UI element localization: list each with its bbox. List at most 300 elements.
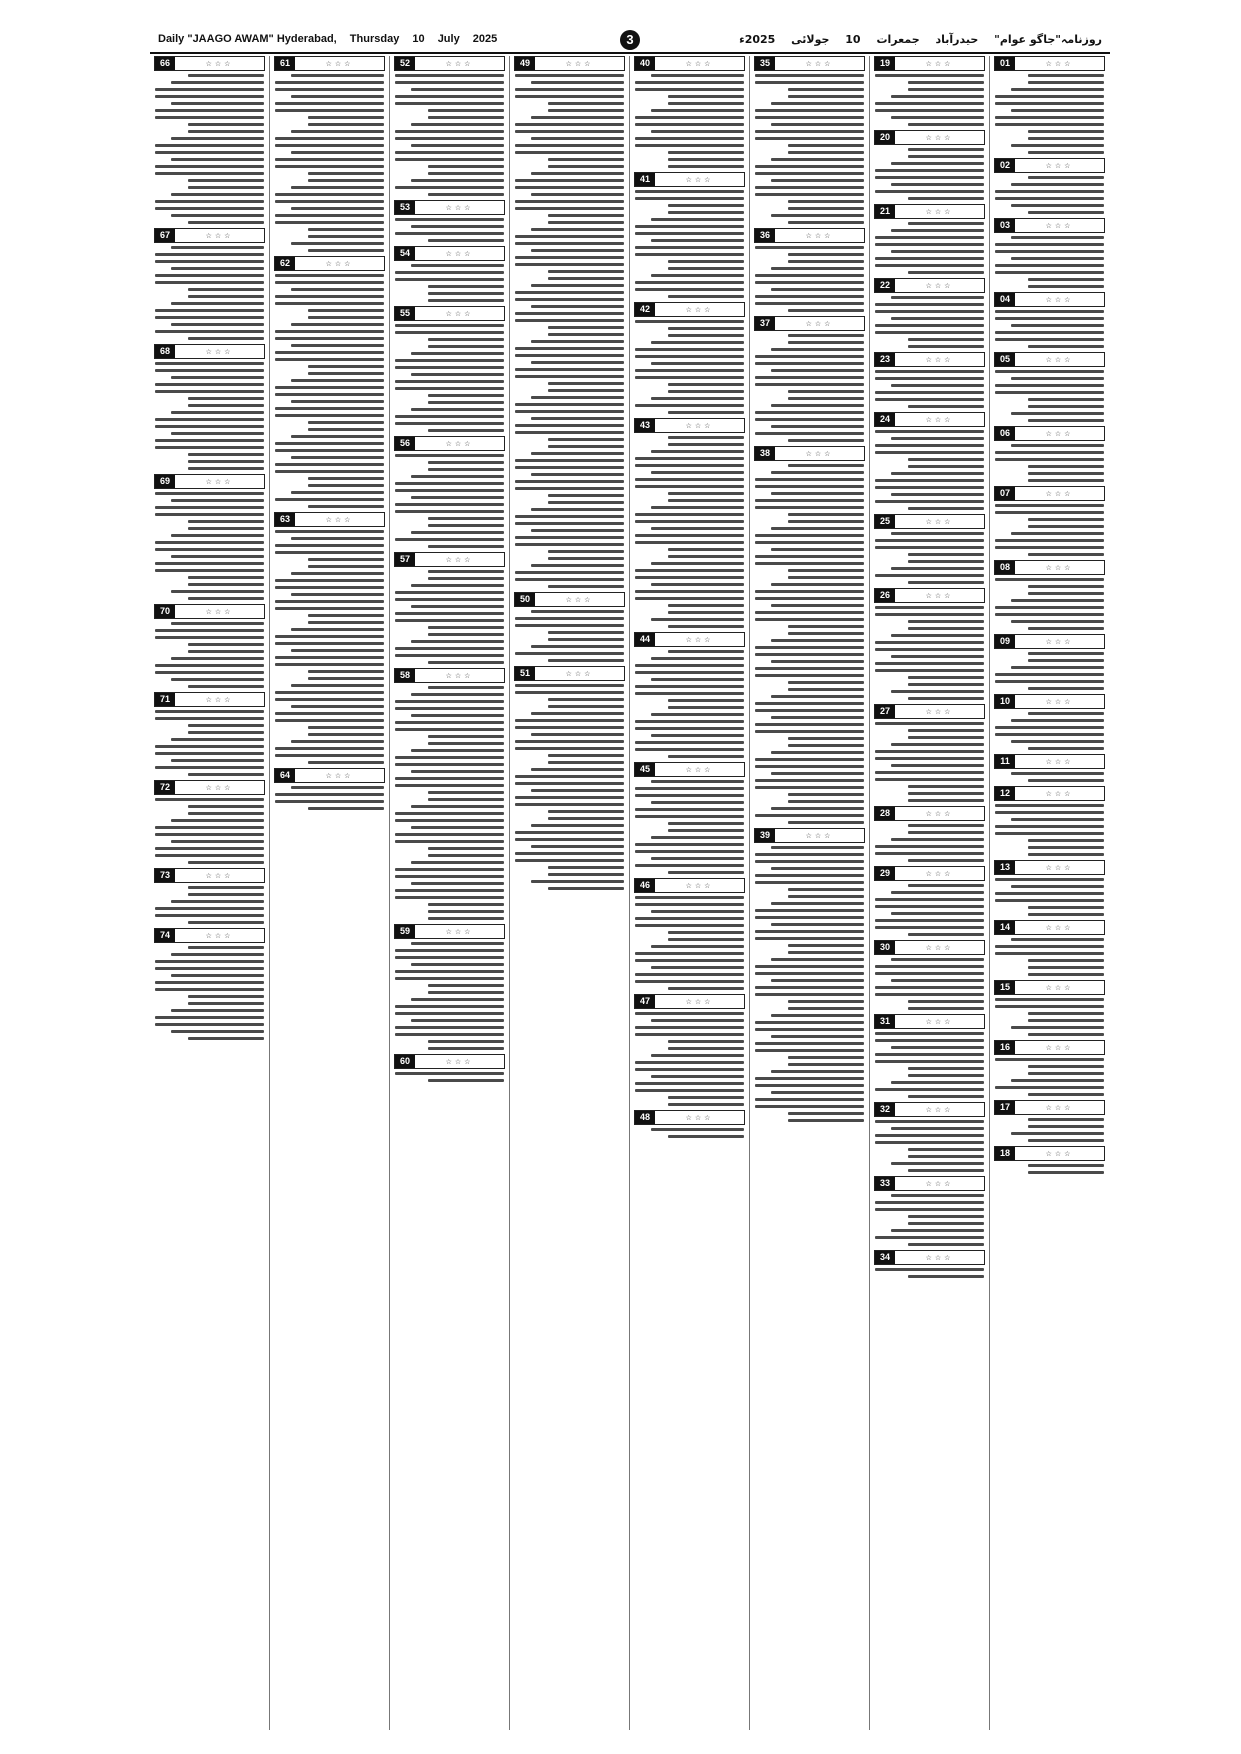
text-line xyxy=(548,102,624,105)
text-line xyxy=(171,900,264,903)
text-line xyxy=(1028,712,1104,715)
text-line xyxy=(875,236,984,239)
text-line xyxy=(875,993,984,996)
text-line xyxy=(875,1236,984,1239)
news-item-header xyxy=(394,1054,505,1069)
text-line xyxy=(1011,620,1104,623)
text-line xyxy=(788,144,864,147)
urdu-city: حیدرآباد xyxy=(935,33,979,46)
text-line xyxy=(891,183,984,186)
text-line xyxy=(188,130,264,133)
text-line xyxy=(755,295,864,298)
news-column xyxy=(750,56,870,1730)
text-line xyxy=(428,394,504,397)
text-line xyxy=(308,621,384,624)
text-line xyxy=(771,179,864,182)
year: 2025 xyxy=(472,33,498,45)
text-line xyxy=(635,404,744,407)
text-line xyxy=(411,179,504,182)
text-line xyxy=(515,782,624,785)
news-columns xyxy=(150,56,1110,1730)
news-item-body xyxy=(874,722,985,802)
news-item-header xyxy=(754,228,865,243)
star-icons: ☆☆☆ xyxy=(205,871,234,880)
text-line xyxy=(755,611,864,614)
text-line xyxy=(275,158,384,161)
text-line xyxy=(635,808,744,811)
star-icons: ☆☆☆ xyxy=(205,931,234,940)
star-icons: ☆☆☆ xyxy=(445,249,474,258)
text-line xyxy=(875,430,984,433)
text-line xyxy=(1028,1065,1104,1068)
text-line xyxy=(531,564,624,567)
text-line xyxy=(411,144,504,147)
text-line xyxy=(515,522,624,525)
text-line xyxy=(668,158,744,161)
text-line xyxy=(531,824,624,827)
text-line xyxy=(515,242,624,245)
text-line xyxy=(515,459,624,462)
news-item-number: 63 xyxy=(275,513,295,526)
text-line xyxy=(395,130,504,133)
text-line xyxy=(788,207,864,210)
star-icons: ☆☆☆ xyxy=(205,477,234,486)
news-item xyxy=(634,878,745,990)
text-line xyxy=(395,538,504,541)
text-line xyxy=(668,755,744,758)
text-line xyxy=(771,527,864,530)
text-line xyxy=(635,137,744,140)
text-line xyxy=(891,1046,984,1049)
text-line xyxy=(515,480,624,483)
text-line xyxy=(635,576,744,579)
text-line xyxy=(411,496,504,499)
text-line xyxy=(275,754,384,757)
text-line xyxy=(155,1016,264,1019)
text-line xyxy=(291,786,384,789)
news-item-body xyxy=(394,942,505,1050)
text-line xyxy=(771,902,864,905)
text-line xyxy=(155,172,264,175)
text-line xyxy=(395,784,504,787)
news-item-header xyxy=(634,994,745,1009)
text-line xyxy=(531,417,624,420)
text-line xyxy=(188,221,264,224)
text-line xyxy=(395,977,504,980)
text-line xyxy=(171,267,264,270)
text-line xyxy=(668,931,744,934)
text-line xyxy=(668,165,744,168)
text-line xyxy=(548,638,624,641)
urdu-year: 2025ء xyxy=(739,33,776,46)
text-line xyxy=(531,508,624,511)
text-line xyxy=(155,907,264,910)
text-line xyxy=(1028,846,1104,849)
text-line xyxy=(755,814,864,817)
text-line xyxy=(515,123,624,126)
text-line xyxy=(515,179,624,182)
text-line xyxy=(531,116,624,119)
news-item-body xyxy=(634,896,745,990)
news-item-header xyxy=(994,1100,1105,1115)
text-line xyxy=(291,684,384,687)
text-line xyxy=(788,439,864,442)
news-item-number: 25 xyxy=(875,515,895,528)
text-line xyxy=(788,793,864,796)
text-line xyxy=(668,938,744,941)
text-line xyxy=(908,627,984,630)
text-line xyxy=(635,787,744,790)
text-line xyxy=(291,74,384,77)
star-icons: ☆☆☆ xyxy=(805,831,834,840)
text-line xyxy=(651,945,744,948)
text-line xyxy=(1028,627,1104,630)
text-line xyxy=(411,861,504,864)
text-line xyxy=(755,618,864,621)
news-item-header xyxy=(634,878,745,893)
text-line xyxy=(788,744,864,747)
text-line xyxy=(771,958,864,961)
text-line xyxy=(755,478,864,481)
text-line xyxy=(428,686,504,689)
news-item-header xyxy=(754,316,865,331)
news-item-body xyxy=(394,1072,505,1082)
text-line xyxy=(651,130,744,133)
star-icons: ☆☆☆ xyxy=(1045,637,1074,646)
news-item-header xyxy=(994,352,1105,367)
news-item xyxy=(754,228,865,312)
text-line xyxy=(428,165,504,168)
news-item xyxy=(754,56,865,224)
text-line xyxy=(771,123,864,126)
text-line xyxy=(395,186,504,189)
text-line xyxy=(771,639,864,642)
text-line xyxy=(308,807,384,810)
text-line xyxy=(755,723,864,726)
star-icons: ☆☆☆ xyxy=(445,59,474,68)
news-item-body xyxy=(874,958,985,1010)
text-line xyxy=(1028,553,1104,556)
news-item xyxy=(994,920,1105,976)
text-line xyxy=(875,1268,984,1271)
text-line xyxy=(155,798,264,801)
text-line xyxy=(308,428,384,431)
masthead-english xyxy=(158,33,507,45)
text-line xyxy=(515,291,624,294)
text-line xyxy=(155,847,264,850)
news-item-body xyxy=(274,786,385,810)
news-item-number: 58 xyxy=(395,669,415,682)
text-line xyxy=(788,390,864,393)
text-line xyxy=(995,832,1104,835)
text-line xyxy=(755,362,864,365)
text-line xyxy=(995,878,1104,881)
text-line xyxy=(395,812,504,815)
text-line xyxy=(755,786,864,789)
star-icons: ☆☆☆ xyxy=(1045,1149,1074,1158)
news-item-body xyxy=(154,492,265,600)
text-line xyxy=(1011,532,1104,535)
text-line xyxy=(395,949,504,952)
text-line xyxy=(411,225,504,228)
text-line xyxy=(1028,839,1104,842)
text-line xyxy=(291,344,384,347)
text-line xyxy=(755,165,864,168)
text-line xyxy=(411,826,504,829)
text-line xyxy=(755,485,864,488)
news-item-header xyxy=(994,292,1105,307)
text-line xyxy=(275,635,384,638)
text-line xyxy=(275,144,384,147)
news-item-header xyxy=(394,56,505,71)
star-icons: ☆☆☆ xyxy=(1045,59,1074,68)
text-line xyxy=(548,165,624,168)
news-item-number: 38 xyxy=(755,447,775,460)
text-line xyxy=(788,200,864,203)
text-line xyxy=(515,186,624,189)
text-line xyxy=(291,288,384,291)
text-line xyxy=(908,1074,984,1077)
text-line xyxy=(188,650,264,653)
text-line xyxy=(875,662,984,665)
text-line xyxy=(635,850,744,853)
text-line xyxy=(1028,687,1104,690)
news-item-number: 62 xyxy=(275,257,295,270)
text-line xyxy=(875,778,984,781)
text-line xyxy=(788,895,864,898)
text-line xyxy=(995,102,1104,105)
star-icons: ☆☆☆ xyxy=(1045,697,1074,706)
text-line xyxy=(635,116,744,119)
news-item-number: 31 xyxy=(875,1015,895,1028)
text-line xyxy=(635,534,744,537)
news-item-body xyxy=(994,1118,1105,1142)
news-item-body xyxy=(394,74,505,196)
text-line xyxy=(635,355,744,358)
news-item-header xyxy=(154,56,265,71)
text-line xyxy=(308,670,384,673)
text-line xyxy=(155,745,264,748)
text-line xyxy=(668,390,744,393)
text-line xyxy=(788,1056,864,1059)
text-line xyxy=(995,673,1104,676)
text-line xyxy=(771,548,864,551)
text-line xyxy=(411,805,504,808)
text-line xyxy=(291,435,384,438)
text-line xyxy=(891,634,984,637)
news-item-number: 05 xyxy=(995,353,1015,366)
text-line xyxy=(155,960,264,963)
text-line xyxy=(668,436,744,439)
text-line xyxy=(771,583,864,586)
text-line xyxy=(635,485,744,488)
text-line xyxy=(531,396,624,399)
news-column xyxy=(630,56,750,1730)
text-line xyxy=(635,478,744,481)
text-line xyxy=(411,531,504,534)
text-line xyxy=(171,137,264,140)
text-line xyxy=(395,868,504,871)
text-line xyxy=(875,1032,984,1035)
urdu-paper-name: روزنامہ"جاگو عوام" xyxy=(994,33,1102,46)
star-icons: ☆☆☆ xyxy=(925,1179,954,1188)
text-line xyxy=(1028,973,1104,976)
text-line xyxy=(308,733,384,736)
text-line xyxy=(188,179,264,182)
text-line xyxy=(771,288,864,291)
text-line xyxy=(1011,885,1104,888)
news-item-number: 59 xyxy=(395,925,415,938)
text-line xyxy=(1011,324,1104,327)
star-icons: ☆☆☆ xyxy=(805,319,834,328)
text-line xyxy=(755,874,864,877)
news-column xyxy=(990,56,1109,1730)
text-line xyxy=(291,593,384,596)
text-line xyxy=(275,414,384,417)
news-item-header xyxy=(154,228,265,243)
news-item xyxy=(994,980,1105,1036)
text-line xyxy=(171,678,264,681)
news-item-body xyxy=(274,274,385,508)
news-item xyxy=(874,1102,985,1172)
text-line xyxy=(995,546,1104,549)
text-line xyxy=(275,109,384,112)
text-line xyxy=(531,172,624,175)
text-line xyxy=(635,980,744,983)
text-line xyxy=(651,857,744,860)
text-line xyxy=(1028,747,1104,750)
text-line xyxy=(531,361,624,364)
text-line xyxy=(1028,1072,1104,1075)
text-line xyxy=(188,805,264,808)
news-item-header xyxy=(874,56,985,71)
text-line xyxy=(171,376,264,379)
star-icons: ☆☆☆ xyxy=(205,695,234,704)
text-line xyxy=(1011,938,1104,941)
text-line xyxy=(171,193,264,196)
news-item-header xyxy=(514,592,625,607)
text-line xyxy=(171,738,264,741)
text-line xyxy=(995,613,1104,616)
news-item xyxy=(994,292,1105,348)
news-item-header xyxy=(634,302,745,317)
text-line xyxy=(771,1035,864,1038)
news-item-header xyxy=(634,1110,745,1125)
text-line xyxy=(635,464,744,467)
text-line xyxy=(155,88,264,91)
text-line xyxy=(875,648,984,651)
news-item-body xyxy=(874,1120,985,1172)
news-item-header xyxy=(994,486,1105,501)
text-line xyxy=(755,186,864,189)
text-line xyxy=(275,442,384,445)
text-line xyxy=(515,347,624,350)
text-line xyxy=(548,705,624,708)
star-icons: ☆☆☆ xyxy=(1045,757,1074,766)
text-line xyxy=(395,777,504,780)
text-line xyxy=(548,214,624,217)
text-line xyxy=(771,716,864,719)
text-line xyxy=(411,408,504,411)
star-icons: ☆☆☆ xyxy=(925,133,954,142)
text-line xyxy=(788,1063,864,1066)
news-item-header xyxy=(514,666,625,681)
text-line xyxy=(875,972,984,975)
text-line xyxy=(515,571,624,574)
text-line xyxy=(755,993,864,996)
text-line xyxy=(531,712,624,715)
text-line xyxy=(275,200,384,203)
star-icons: ☆☆☆ xyxy=(1045,429,1074,438)
news-item xyxy=(514,592,625,662)
text-line xyxy=(875,965,984,968)
news-column xyxy=(510,56,630,1730)
text-line xyxy=(515,88,624,91)
news-item-number: 33 xyxy=(875,1177,895,1190)
news-item-body xyxy=(874,1268,985,1278)
text-line xyxy=(755,1049,864,1052)
text-line xyxy=(668,211,744,214)
text-line xyxy=(755,937,864,940)
text-line xyxy=(395,1005,504,1008)
text-line xyxy=(891,1194,984,1197)
text-line xyxy=(875,1088,984,1091)
text-line xyxy=(428,429,504,432)
text-line xyxy=(1028,465,1104,468)
text-line xyxy=(788,944,864,947)
star-icons: ☆☆☆ xyxy=(445,203,474,212)
news-item xyxy=(394,306,505,432)
text-line xyxy=(155,629,264,632)
text-line xyxy=(1011,412,1104,415)
text-line xyxy=(188,74,264,77)
text-line xyxy=(308,316,384,319)
text-line xyxy=(908,859,984,862)
text-line xyxy=(171,102,264,105)
text-line xyxy=(395,763,504,766)
news-item-number: 27 xyxy=(875,705,895,718)
text-line xyxy=(1028,1019,1104,1022)
news-item-number: 53 xyxy=(395,201,415,214)
text-line xyxy=(788,95,864,98)
text-line xyxy=(171,158,264,161)
text-line xyxy=(771,471,864,474)
text-line xyxy=(515,487,624,490)
text-line xyxy=(155,1023,264,1026)
text-line xyxy=(155,636,264,639)
news-item-header xyxy=(274,56,385,71)
text-line xyxy=(875,109,984,112)
news-item-number: 41 xyxy=(635,173,655,186)
text-line xyxy=(291,491,384,494)
news-item-header xyxy=(994,920,1105,935)
news-item-header xyxy=(634,762,745,777)
text-line xyxy=(548,389,624,392)
star-icons: ☆☆☆ xyxy=(925,355,954,364)
text-line xyxy=(188,995,264,998)
text-line xyxy=(171,953,264,956)
text-line xyxy=(275,102,384,105)
text-line xyxy=(788,632,864,635)
text-line xyxy=(788,334,864,337)
text-line xyxy=(908,1243,984,1246)
news-item-header xyxy=(394,924,505,939)
text-line xyxy=(155,383,264,386)
text-line xyxy=(995,504,1104,507)
text-line xyxy=(428,299,504,302)
text-line xyxy=(531,137,624,140)
text-line xyxy=(515,747,624,750)
